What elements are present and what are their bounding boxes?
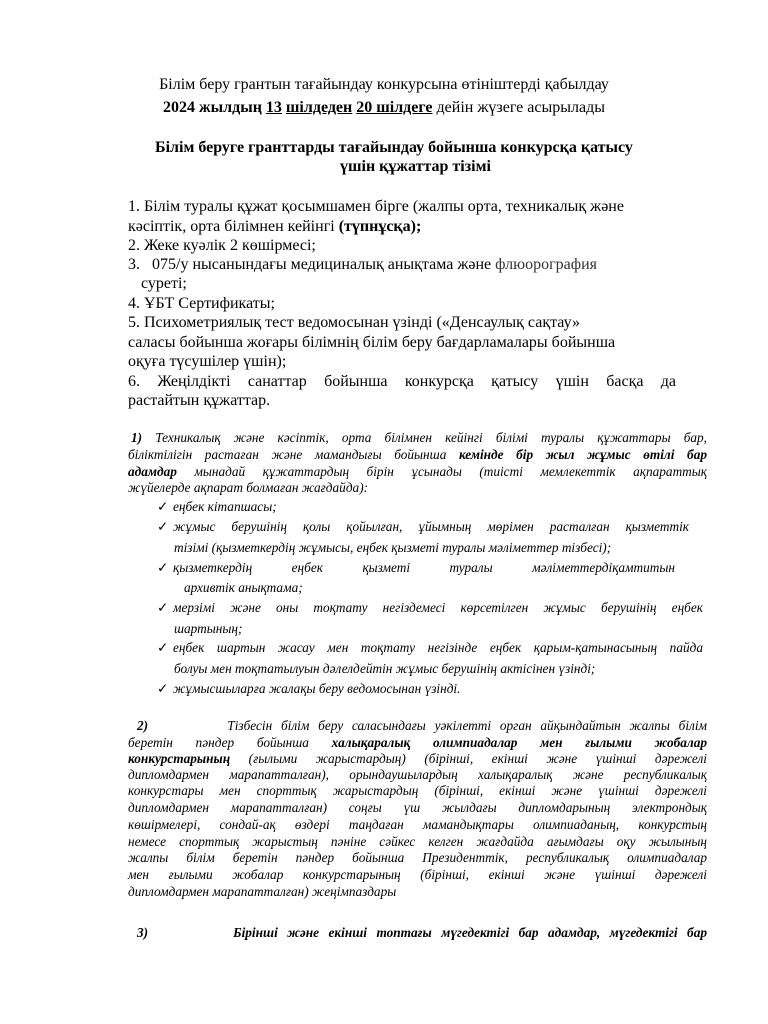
header-rest: дейін жүзеге асырылады xyxy=(436,99,605,116)
note-1-line-1: 1) Техникалық және кәсіптік, орта білімнен кейінгі білімі туралы құжаттары бар, xyxy=(131,430,708,445)
check-item-4-line-2: шартының; xyxy=(174,621,243,636)
list-item-5-line-3: оқуға түсушілер үшін); xyxy=(128,353,287,370)
header-line-2 xyxy=(0,99,768,117)
note-2-line-8: немесе спорттық жарыстың пәніне сәйкес келген жағдайда ағымдағы оқу жылының xyxy=(128,834,707,849)
list-item-6-line-1: 6. Жеңілдікті санаттар бойынша конкурсқа қатысу үшін басқа да xyxy=(128,373,676,390)
check-icon: ✓ xyxy=(157,681,169,696)
note-2-line-5: конкурстары мен спорттық жарыстардың (бірінші, екінші және үшінші дәрежелі xyxy=(128,783,707,798)
check-icon: ✓ xyxy=(157,640,169,655)
check-item-4-line-1: ✓ мерзімі және оны тоқтату негіздемесі көрсетілген жұмыс берушінің еңбек xyxy=(157,600,703,615)
list-item-4: 4. ҰБТ Сертификаты; xyxy=(128,295,275,312)
list-item-1-line-1: 1. Білім туралы құжат қосымшамен бірге (жалпы орта, техникалық және xyxy=(128,198,624,215)
list-item-2: 2. Жеке куәлік 2 көшірмесі; xyxy=(128,237,316,254)
title-line-1: Білім беруге гранттарды тағайындау бойынша конкурсқа қатысу xyxy=(155,139,633,156)
note-2-line-10: мен ғылыми жобалар конкурстарының (бірінші, екінші және үшінші дәрежелі xyxy=(128,867,707,882)
list-item-1-line-2: кәсіптік, орта білімнен кейінгі (түпнұсқа); xyxy=(128,218,422,235)
check-item-3-line-2: архивтік анықтама; xyxy=(184,580,303,595)
note-3-line-1: 3) Бірінші және екінші топтағы мүгедектігі бар адамдар, мүгедектігі бар xyxy=(137,925,707,940)
note-1-line-4: жүйелерде ақпарат болмаған жағдайда): xyxy=(128,480,369,495)
note-2-line-2: беретін пәндер бойынша халықаралық олимпиадалар мен ғылыми жобалар xyxy=(128,735,707,750)
check-item-3-line-1: ✓ қызметкердің еңбек қызметі туралы мәліметтердіқамтитын xyxy=(157,560,675,575)
note-1-number: 1) xyxy=(131,430,143,445)
header-date-to: 20 шілдеге xyxy=(356,99,433,116)
list-item-5-line-1: 5. Психометриялық тест ведомосынан үзінді («Денсаулық сақтау» xyxy=(128,314,580,331)
note-2-line-9: жалпы білім беретін пәндер бойынша Президенттік, республикалық олимпиадалар xyxy=(128,850,707,865)
check-item-2-line-1: ✓ жұмыс берушінің қолы қойылған, ұйымның мөрімен расталған қызметтік xyxy=(157,519,689,534)
note-1-line-3: адамдар мынадай құжаттардың бірін ұсынады (тиісті мемлекеттік ақпараттық xyxy=(128,464,707,479)
check-icon: ✓ xyxy=(157,519,169,534)
list-item-3-line-2: суреті; xyxy=(141,275,187,292)
note-2-number: 2) xyxy=(137,718,149,733)
check-item-6: ✓ жұмысшыларға жалақы беру ведомосынан үзінді. xyxy=(157,681,461,696)
note-2-line-3: конкурстарының (ғылыми жарыстардың) (бірінші, екінші және үшінші дәрежелі xyxy=(128,751,707,766)
note-2-line-11: дипломдармен марапатталған) жеңімпаздары xyxy=(128,884,397,899)
list-item-5-line-2: саласы бойынша жоғары білімнің білім беру бағдарламалары бойынша xyxy=(128,334,616,351)
header-year: 2024 жылдың xyxy=(163,99,262,116)
list-item-6-line-2: растайтын құжаттар. xyxy=(128,392,271,409)
header-line-1: Білім беру грантын тағайындау конкурсына өтініштерді қабылдау xyxy=(159,76,609,93)
note-2-line-4: дипломдармен марапатталған), орындаушылардың халықаралық және республикалық xyxy=(128,767,707,782)
check-icon: ✓ xyxy=(157,560,169,575)
note-3-number: 3) xyxy=(137,925,149,940)
check-icon: ✓ xyxy=(157,499,169,514)
check-item-5-line-2: болуы мен тоқтатылуын дәлелдейтін жұмыс берушінің актісінен үзінді; xyxy=(174,661,596,676)
check-icon: ✓ xyxy=(157,600,169,615)
title-line-2: үшін құжаттар тізімі xyxy=(340,158,491,175)
check-item-5-line-1: ✓ еңбек шартын жасау мен тоқтату негізінде еңбек қарым-қатынасының пайда xyxy=(157,640,703,655)
header-month-from: шілдеден xyxy=(285,99,353,116)
note-1-line-2: біліктілігін растаған және мамандығы бойынша кемінде бір жыл жұмыс өтілі бар xyxy=(128,447,707,462)
check-item-1: ✓ еңбек кітапшасы; xyxy=(157,499,277,514)
list-item-3-line-1: 3. 075/у нысанындағы медициналық анықтама және флюорография xyxy=(128,256,598,273)
list-item-3-number: 3. xyxy=(128,256,140,273)
note-2-line-7: көшірмелері, сондай-ақ өздері таңдаған мамандықтары олимпиаданың, конкурстың xyxy=(128,817,707,832)
check-item-2-line-2: тізімі (қызметкердің жұмысы, еңбек қызметі туралы мәліметтер тізбесі); xyxy=(174,540,612,555)
note-2-line-1: 2) Тізбесін білім беру саласындағы уәкілетті орган айқындайтын жалпы білім xyxy=(137,718,708,733)
header-day-from: 13 xyxy=(265,99,282,116)
note-2-line-6: дипломдармен марапатталған) соңғы үш жылдағы дипломдарының электрондық xyxy=(128,800,707,815)
original-note: (түпнұсқа); xyxy=(338,218,422,235)
